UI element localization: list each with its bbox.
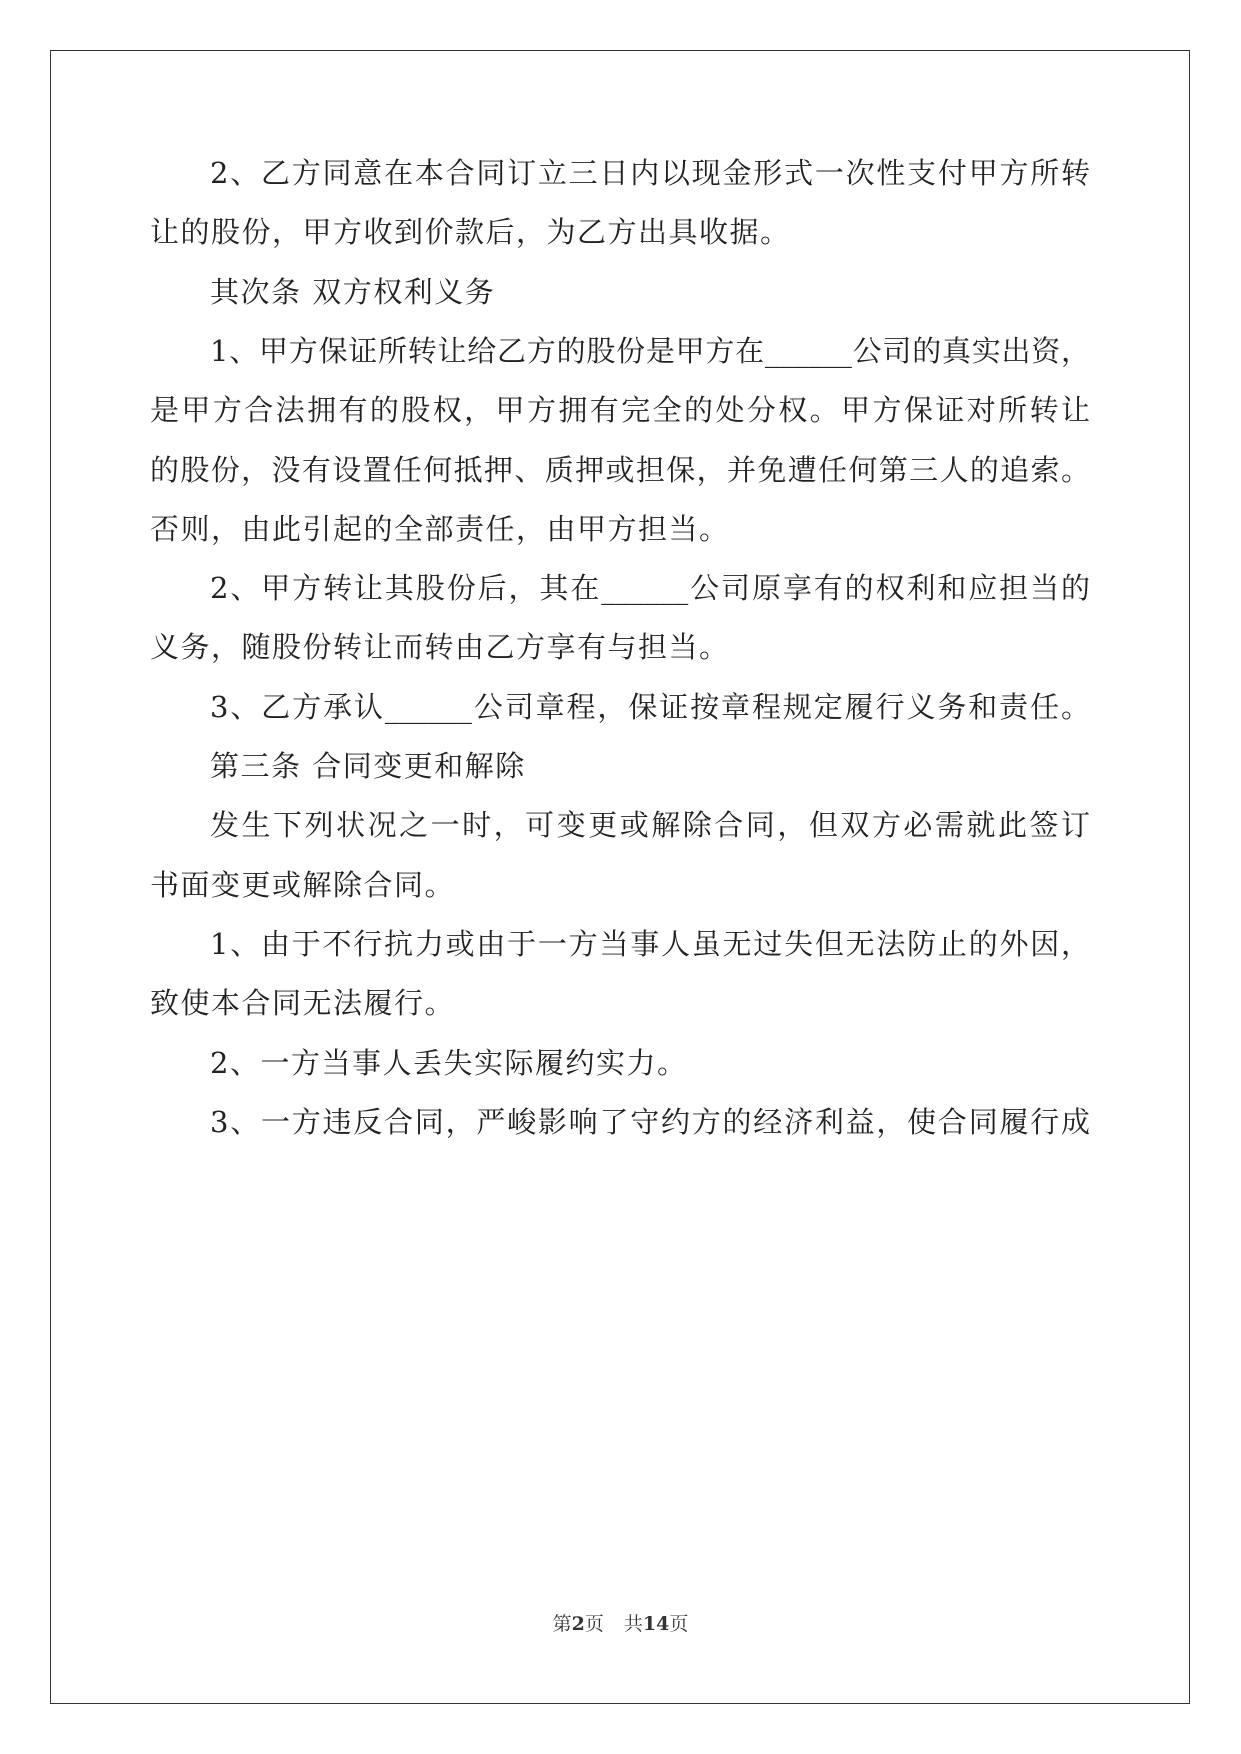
text-line: 义务，随股份转让而转由乙方享有与担当。 [150, 630, 730, 665]
text-line: 其次条 双方权利义务 [210, 274, 496, 309]
text-line: 发生下列状况之一时，可变更或解除合同，但双方必需就此签订 [210, 808, 1090, 843]
footer-page-prefix: 第 [552, 1613, 572, 1635]
text-line: 2、乙方同意在本合同订立三日内以现金形式一次性支付甲方所转 [210, 156, 1090, 190]
footer-page-suffix: 页 [584, 1613, 604, 1635]
text-line: 1、由于不行抗力或由于一方当事人虽无过失但无法防止的外因， [210, 926, 1090, 961]
text-line: 2、甲方转让其股份后，其在______公司原享有的权利和应担当的 [210, 571, 1090, 606]
footer-total-suffix: 页 [669, 1613, 689, 1635]
text-line: 第三条 合同变更和解除 [210, 749, 526, 783]
text-line: 3、一方违反合同，严峻影响了守约方的经济利益，使合同履行成 [210, 1104, 1090, 1139]
text-line: 的股份，没有设置任何抵押、质押或担保，并免遭任何第三人的追索。 [150, 452, 1090, 487]
text-line: 是甲方合法拥有的股权，甲方拥有完全的处分权。甲方保证对所转让 [150, 393, 1090, 428]
footer-total-number: 14 [642, 1613, 670, 1635]
text-line: 书面变更或解除合同。 [150, 867, 456, 902]
text-line: 否则，由此引起的全部责任，由甲方担当。 [150, 511, 730, 546]
footer-page-number: 2 [571, 1613, 585, 1635]
text-line: 让的股份，甲方收到价款后，为乙方出具收据。 [150, 215, 791, 250]
footer-total-prefix: 共 [623, 1613, 643, 1635]
text-line: 2、一方当事人丢失实际履约实力。 [210, 1045, 688, 1080]
text-line: 1、甲方保证所转让给乙方的股份是甲方在______公司的真实出资， [210, 333, 1090, 368]
page-footer [0, 1611, 1241, 1637]
text-line: 3、乙方承认______公司章程，保证按章程规定履行义务和责任。 [210, 689, 1090, 724]
text-line: 致使本合同无法履行。 [150, 986, 456, 1021]
